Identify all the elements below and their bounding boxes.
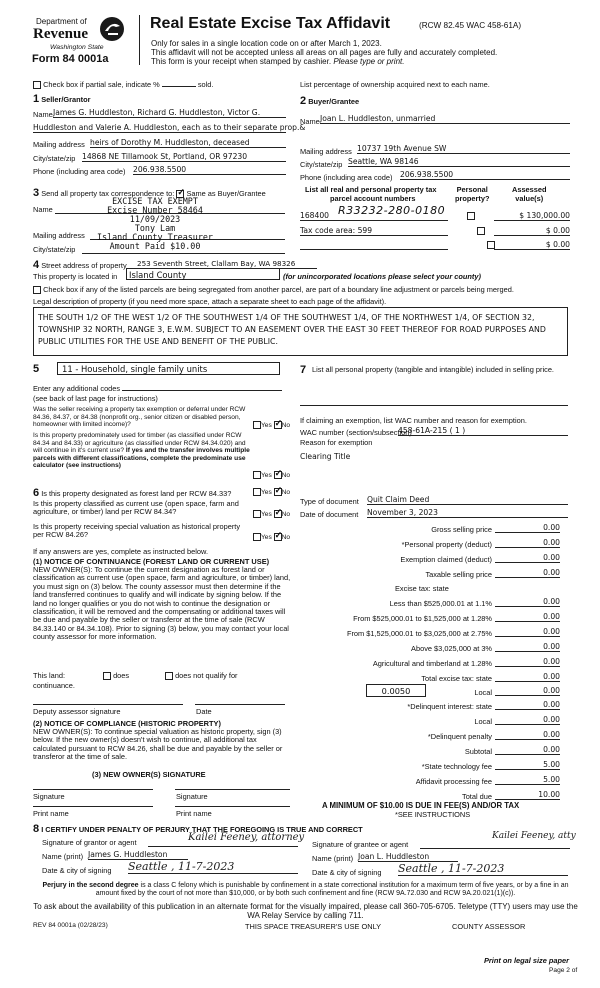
does-option: does — [103, 671, 129, 680]
sec6-q2-yes-checkbox[interactable] — [253, 510, 261, 518]
form-title: Real Estate Excise Tax Affidavit — [150, 15, 391, 32]
sec5-num: 5 — [33, 363, 40, 375]
delinq-penalty-label: *Delinquent penalty — [427, 732, 492, 741]
county-select[interactable]: Island County — [126, 268, 280, 280]
sec6-q3-no-checkbox[interactable] — [274, 533, 282, 541]
segregated-checkbox[interactable] — [33, 286, 41, 294]
deputy-date-line[interactable] — [195, 704, 285, 705]
sec6-q3: Is this property receiving special valuation as historical property per RCW 84.26? — [33, 522, 241, 540]
correspondence-heading: 3 Send all property tax correspondence to: ✓ Same as Buyer/Grantee — [33, 187, 266, 199]
parcel-row-2-value[interactable]: $ 0.00 — [494, 226, 570, 236]
doc-type-label: Type of document — [300, 497, 359, 506]
buyer-city-label: City/state/zip — [300, 160, 343, 169]
bracket-5-value[interactable]: 0.00 — [495, 657, 560, 667]
state-label: Washington State — [50, 44, 104, 51]
owner-sig-label-2: Signature — [176, 792, 208, 801]
handwritten-parcel-note: R33232-280-0180 — [338, 204, 446, 217]
excise-state-label: Excise tax: state — [395, 584, 449, 593]
reason-value[interactable]: Clearing Title — [300, 452, 351, 461]
deputy-sig-line[interactable] — [33, 704, 183, 705]
parcel-row-1-value[interactable]: $ 130,000.00 — [494, 211, 570, 221]
grantor-name[interactable]: James G. Huddleston — [88, 850, 188, 860]
local2-value[interactable]: 0.00 — [495, 715, 560, 725]
rev-code: REV 84 0001a (02/28/23) — [33, 922, 108, 929]
partial-sale-checkbox[interactable] — [33, 81, 41, 89]
doc-type[interactable]: Quit Claim Deed — [367, 495, 568, 505]
parcel-col-heading: List all real and personal property tax — [305, 185, 437, 194]
seller-mail[interactable]: heirs of Dorothy M. Huddleston, deceased — [90, 138, 286, 148]
total-due-value[interactable]: 10.00 — [495, 790, 560, 800]
sec7-text: List all personal property (tangible and intangible) included in selling price. — [312, 365, 554, 374]
treasurer-use: THIS SPACE TREASURER'S USE ONLY — [245, 922, 382, 931]
header-line-1: Only for sales in a single location code on or after March 1, 2023. — [151, 39, 382, 48]
buyer-heading: 2 Buyer/Grantee — [300, 95, 360, 107]
sec5-q1: Was the seller receiving a property tax exemption or deferral under RCW 84.36, 84.37, or 84.38 (nonprofit org., senior citizen or disabled person, homeowner with limited income)? — [33, 406, 246, 429]
grantor-date-label: Date & city of signing — [42, 866, 112, 875]
gross-value[interactable]: 0.00 — [495, 523, 560, 533]
legal-description[interactable]: THE SOUTH 1/2 OF THE WEST 1/2 OF THE SOUTHWEST 1/4 OF THE SOUTHWEST 1/4, OF THE NORTHWEST 1/4, OF SECTION 32, TOWNSHIP 32 NORTH, RANGE 3, E.W.M. SUBJECT TO AN EASEMENT OVER THE EAST 30 FEET THEREOF FOR ROAD PURPOSES AND PUBLIC UTILITIES FOR THE USE AND BENEFIT OF THE PUBLIC. — [33, 307, 568, 356]
grantee-name-label: Name (print) — [312, 854, 354, 863]
wac-label: WAC number (section/subsection) — [300, 428, 412, 437]
minimum-note: A MINIMUM OF $10.00 IS DUE IN FEE(S) AND/OR TAX — [322, 801, 520, 810]
processing-fee-value[interactable]: 5.00 — [495, 775, 560, 785]
subtotal-label: Subtotal — [464, 747, 492, 756]
taxable-value[interactable]: 0.00 — [495, 568, 560, 578]
sec5-q1-no-checkbox[interactable] — [274, 421, 282, 429]
grantee-sig-label: Signature of grantee or agent — [312, 840, 409, 849]
sec6-q2: Is this property classified as current use (open space, farm and agriculture, or timber) land per RCW 84.34? — [33, 499, 239, 517]
owner-print-line-2[interactable] — [175, 806, 290, 807]
revenue-logo-icon — [99, 16, 125, 44]
sec5-q2-yes-checkbox[interactable] — [253, 471, 261, 479]
wac-number[interactable]: 458-61A-215 ( 1 ) — [398, 426, 568, 436]
parcel-row-2-acct[interactable]: Tax code area: 599 — [300, 226, 448, 236]
processing-fee-label: Affidavit processing fee — [415, 777, 492, 786]
header-line-2: This affidavit will not be accepted unless all areas on all pages are fully and accurately completed. — [151, 48, 498, 57]
local2-label: Local — [474, 717, 492, 726]
ownership-note: List percentage of ownership acquired next to each name. — [300, 80, 490, 89]
exemption-deduct-label: Exemption claimed (deduct) — [400, 555, 492, 564]
seller-mail-label: Mailing address — [33, 140, 85, 149]
bracket-4-value[interactable]: 0.00 — [495, 642, 560, 652]
notice-2-text: NEW OWNER(S): To continue special valuation as historic property, sign (3) below. If the new owner(s) doesn't wish to continue, all additional tax calculated pursuant to RCW 84.26, shall be due and payable by the seller or transferor at the time of sale. — [33, 727, 283, 762]
grantor-sig-line[interactable] — [148, 846, 298, 847]
notice-3-title: (3) NEW OWNER(S) SIGNATURE — [92, 770, 206, 779]
sec6-note: If any answers are yes, complete as instructed below. — [33, 547, 208, 556]
does-not-option: does not qualify for — [165, 671, 238, 680]
delinq-state-label: *Delinquent interest: state — [407, 702, 492, 711]
grantee-sig-line[interactable] — [420, 848, 570, 849]
sec7-heading: 7 — [300, 364, 307, 376]
does-not-checkbox[interactable] — [165, 672, 173, 680]
sec5-q2-answer: Yes ✓ No — [253, 471, 290, 479]
sec5-q1-yes-checkbox[interactable] — [253, 421, 261, 429]
land-use-select[interactable]: 11 - Household, single family units — [57, 362, 280, 375]
excise-exempt-stamp: EXCISE TAX EXEMPT Excise Number 58464 11/09/2023 Tony Lam Island County Treasurer Amount Paid $10.00 — [97, 196, 213, 251]
grantee-date-label: Date & city of signing — [312, 868, 382, 877]
county-note: (for unincorporated locations please select your county) — [283, 272, 481, 281]
sec6-q3-yes-checkbox[interactable] — [253, 533, 261, 541]
total-state-value[interactable]: 0.00 — [495, 672, 560, 682]
seller-phone[interactable]: 206.938.5500 — [133, 165, 286, 175]
doc-date-label: Date of document — [300, 510, 359, 519]
page-number: Page 2 of — [549, 967, 578, 974]
certify-statement: 8 I CERTIFY UNDER PENALTY OF PERJURY THAT THE FOREGOING IS TRUE AND CORRECT — [33, 823, 363, 835]
perjury-notice: Perjury in the second degree is a class C felony which is punishable by confinement in a state correctional institution for a maximum term of five years, or by a fine in an amount fixed by the court of not more than $10,000, or by both such confinement and fine (RCW 9A.72.030 and RCW 9A.20.021(1)(c)). — [42, 882, 569, 897]
bracket-2-value[interactable]: 0.00 — [495, 612, 560, 622]
subtotal-value[interactable]: 0.00 — [495, 745, 560, 755]
seller-name-label: Name — [33, 110, 53, 119]
corr-mail-label: Mailing address — [33, 231, 85, 240]
dept-label: Department of — [36, 17, 87, 26]
total-state-label: Total excise tax: state — [421, 674, 492, 683]
assessed-col-heading: Assessed value(s) — [512, 185, 547, 203]
seller-heading: 1 Seller/Grantor — [33, 93, 91, 105]
located-label: This property is located in — [33, 272, 118, 281]
parcel-row-2-personal-checkbox[interactable] — [477, 227, 485, 235]
buyer-mail[interactable]: 10737 19th Avenue SW — [357, 144, 570, 154]
seller-name-line-1[interactable]: James G. Huddleston, Richard G. Huddleston, Victor G. — [53, 108, 286, 118]
owner-print-label-1: Print name — [33, 809, 69, 818]
deputy-date-label: Date — [196, 707, 212, 716]
grantee-signature[interactable]: Kailei Feeney, atty — [492, 831, 576, 841]
county-assessor: COUNTY ASSESSOR — [452, 922, 526, 931]
street-address[interactable]: 253 Seventh Street, Clallam Bay, WA 98326 — [137, 259, 317, 269]
header-divider — [139, 15, 140, 65]
corr-city-label: City/state/zip — [33, 245, 76, 254]
seller-city-label: City/state/zip — [33, 154, 76, 163]
parcel-row-3-value[interactable]: $ 0.00 — [494, 240, 570, 250]
bracket-5-label: Agricultural and timberland at 1.28% — [372, 659, 492, 668]
grantee-date-city[interactable]: Seattle , 11-7-2023 — [398, 862, 568, 876]
owner-sig-line-1[interactable] — [33, 789, 153, 790]
tech-fee-value[interactable]: 5.00 — [495, 760, 560, 770]
personal-deduct-value[interactable]: 0.00 — [495, 538, 560, 548]
local-label: Local — [474, 688, 492, 697]
bracket-3-label: From $1,525,000.01 to $3,025,000 at 2.75% — [346, 629, 492, 638]
codes-label: Enter any additional codes — [33, 384, 282, 393]
notice-1-title: (1) NOTICE OF CONTINUANCE (FOREST LAND OR CURRENT USE) — [33, 557, 270, 566]
bracket-4-label: Above $3,025,000 at 3% — [411, 644, 492, 653]
bracket-3-value[interactable]: 0.00 — [495, 627, 560, 637]
seller-city[interactable]: 14868 NE Tillamook St, Portland, OR 97230 — [82, 152, 286, 162]
grantee-name[interactable]: Joan L. Huddleston — [358, 852, 458, 862]
grantor-date-city[interactable]: Seattle , 11-7-2023 — [128, 860, 298, 874]
parcel-row-1-personal-checkbox[interactable] — [467, 212, 475, 220]
form-citation: (RCW 82.45 WAC 458-61A) — [419, 21, 522, 30]
notice-2-title: (2) NOTICE OF COMPLIANCE (HISTORIC PROPERTY) — [33, 719, 221, 728]
agency-name: Revenue — [33, 26, 88, 42]
legal-paper-note: Print on legal size paper — [484, 956, 570, 965]
deputy-label: Deputy assessor signature — [33, 707, 121, 716]
accessibility-notice: To ask about the availability of this publication in an alternate format for the visually impaired, please call 360-705-6705. Teletype (TTY) users may use the WA Relay Service by calling 711. — [33, 902, 578, 920]
taxable-label: Taxable selling price — [425, 570, 492, 579]
doc-date[interactable]: November 3, 2023 — [367, 508, 568, 518]
partial-sale: Check box if partial sale, indicate % sold. — [33, 80, 213, 89]
sec5-q2: Is this property predominately used for timber (as classified under RCW 84.34 and 84.33) or agriculture (as classified under RCW 84.34.020) and will continue in it's current use? If yes and the transfer involves multiple parcels with different classifications, complete the predominate use calculator (see instructions) — [33, 432, 250, 470]
corr-city-line[interactable] — [82, 253, 285, 254]
parcel-col-heading-2: parcel account numbers — [330, 194, 416, 203]
continuance-label: continuance. — [33, 681, 75, 690]
owner-sig-line-2[interactable] — [175, 789, 290, 790]
local-value[interactable]: 0.00 — [495, 686, 560, 696]
see-instructions: *SEE INSTRUCTIONS — [395, 810, 471, 819]
parcel-row-1-acct[interactable]: 168400 — [300, 211, 448, 221]
sec6-q3-answer: Yes ✓ No — [253, 533, 290, 541]
personal-col-heading: Personal property? — [455, 185, 490, 203]
bracket-1-value[interactable]: 0.00 — [495, 597, 560, 607]
seller-phone-label: Phone (including area code) — [33, 167, 126, 176]
sec6-q1-no-checkbox[interactable] — [274, 488, 282, 496]
personal-deduct-label: *Personal property (deduct) — [401, 540, 492, 549]
personal-property-line[interactable] — [300, 405, 568, 406]
street-label: 4 Street address of property — [33, 259, 127, 271]
legal-label: Legal description of property (if you need more space, attach a separate sheet to each page of the affidavit). — [33, 297, 387, 306]
delinq-state-value[interactable]: 0.00 — [495, 700, 560, 710]
tech-fee-label: *State technology fee — [421, 762, 492, 771]
buyer-phone[interactable]: 206.938.5500 — [400, 170, 570, 180]
header-line-3: This form is your receipt when stamped by cashier. Please type or print. — [151, 57, 405, 66]
sec6-q1-answer: Yes ✓ No — [253, 488, 290, 496]
does-checkbox[interactable] — [103, 672, 111, 680]
owner-print-line-1[interactable] — [33, 806, 153, 807]
this-land-label: This land: — [33, 671, 66, 680]
buyer-phone-label: Phone (including area code) — [300, 173, 393, 182]
bracket-2-label: From $525,000.01 to $1,525,000 at 1.28% — [353, 614, 492, 623]
bracket-1-label: Less than $525,000.01 at 1.1% — [389, 599, 492, 608]
segregated-row: Check box if any of the listed parcels are being segregated from another parcel, are part of a boundary line adjustment or parcels being merged. — [33, 285, 514, 294]
grantor-name-label: Name (print) — [42, 852, 84, 861]
gross-label: Gross selling price — [431, 525, 492, 534]
notice-1-text: NEW OWNER(S): To continue the current designation as forest land or classification as current use (open space, farm and agriculture, or timber) land, you must sign on (3) below. The county assessor must then determine if the land transferred continues to qualify and will indicate by signing below. If the land no longer qualifies or you do not wish to continue the designation or classification, it will be removed and the compensating or additional taxes will be due and payable by the seller or transferor at the time of sale (RCW 84.33.140 or 84.34.108). Prior to signing (3) below, you may contact your local county assessor for more information. — [33, 565, 291, 642]
sec6-q1: 6 Is this property designated as forest land per RCW 84.33? — [33, 487, 232, 499]
sec6-q1-yes-checkbox[interactable] — [253, 488, 261, 496]
exempt-note: If claiming an exemption, list WAC number and reason for exemption. — [300, 416, 527, 425]
form-id: Form 84 0001a — [32, 53, 109, 65]
buyer-city[interactable]: Seattle, WA 98146 — [348, 157, 570, 167]
owner-print-label-2: Print name — [176, 809, 212, 818]
reason-label: Reason for exemption — [300, 438, 373, 447]
buyer-mail-label: Mailing address — [300, 147, 352, 156]
local-rate-box[interactable]: 0.0050 — [366, 684, 426, 697]
buyer-name[interactable]: Joan L. Huddleston, unmarried — [320, 114, 570, 124]
owner-sig-label-1: Signature — [33, 792, 65, 801]
grantor-sig-label: Signature of grantor or agent — [42, 838, 137, 847]
seller-name-line-2[interactable]: Huddleston and Valerie A. Huddleston, each as to their separate prop.& — [33, 123, 306, 132]
parcel-row-3-acct[interactable] — [300, 240, 448, 250]
exemption-deduct-value[interactable]: 0.00 — [495, 553, 560, 563]
sec5-q2-no-checkbox[interactable] — [274, 471, 282, 479]
corr-name-label: Name — [33, 205, 53, 214]
sec6-q2-answer: Yes ✓ No — [253, 510, 290, 518]
total-due-label: Total due — [462, 792, 492, 801]
codes-note: (see back of last page for instructions) — [33, 394, 158, 403]
grantor-signature[interactable]: Kailei Feeney, attorney — [188, 832, 305, 843]
delinq-penalty-value[interactable]: 0.00 — [495, 730, 560, 740]
sec5-q1-answer: Yes ✓ No — [253, 421, 290, 429]
buyer-name-label: Name — [300, 117, 320, 126]
sec6-q2-no-checkbox[interactable] — [274, 510, 282, 518]
